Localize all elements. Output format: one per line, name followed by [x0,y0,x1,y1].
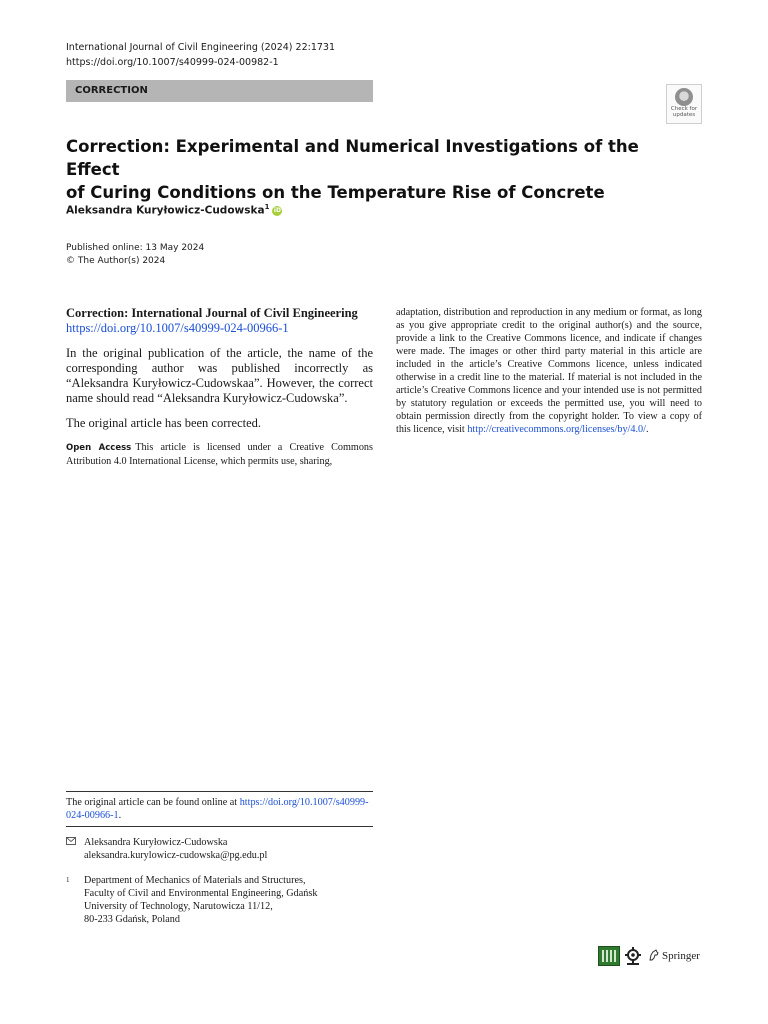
affiliation-line-2: Faculty of Civil and Environmental Engineering, Gdańsk [84,888,318,899]
licence-end: . [645,424,649,435]
open-access-statement [66,441,373,468]
envelope-icon [66,837,76,845]
corrected-statement: The original article has been corrected. [66,416,262,430]
gear-logo-icon [624,946,642,966]
corresponding-author [66,836,373,862]
title-line-1: Correction: Experimental and Numerical Investigations of the Effect [66,137,639,179]
corresponding-author-email[interactable]: aleksandra.kurylowicz-cudowska@pg.edu.pl [84,850,268,861]
affiliation-line-4: 80-233 Gdańsk, Poland [84,914,180,925]
original-article-note [66,796,373,822]
licence-link[interactable]: http://creativecommons.org/licenses/by/4.0/ [467,424,646,435]
corresponding-author-name: Aleksandra Kuryłowicz-Cudowska [84,837,228,848]
published-date: Published online: 13 May 2024 [66,243,205,253]
footnote-divider-2 [66,826,373,827]
affiliation-number: 1 [66,876,70,884]
check-for-updates-badge[interactable] [666,84,702,124]
author-name[interactable]: Aleksandra Kuryłowicz-Cudowska [66,204,265,217]
springer-logo [648,949,700,962]
journal-citation: International Journal of Civil Engineering (2024) 22:1731 [66,42,335,53]
affiliation [66,874,373,926]
correction-heading: Correction: International Journal of Civil Engineering [66,306,358,320]
original-article-text: The original article can be found online at [66,797,238,808]
licence-body: adaptation, distribution and reproduction in any medium or format, as long as you give appropriate credit to the original author(s) and the source, provide a link to the Creative Commons licence, and indicate if changes were made. The images or other third party material in this article are included in the article’s Creative Commons licence, unless indicated otherwise in a credit line to the material. If material is not included in the article’s Creative Commons licence and your intended use is not permitted by statutory regulation or exceeds the permitted use, you will need to obtain permission directly from the copyright holder. To view a copy of this licence, visit [396,307,702,435]
author-affiliation-marker: 1 [264,203,270,211]
affiliation-line-3: University of Technology, Narutowicza 11/12, [84,901,273,912]
publication-info [66,242,204,268]
right-column [396,306,702,436]
springer-horse-icon [648,949,660,961]
check-updates-icon [675,88,693,106]
check-updates-line2: updates [672,112,696,118]
original-article-end: . [118,810,122,821]
correction-doi-link[interactable]: https://doi.org/10.1007/s40999-024-00966-1 [66,321,289,335]
society-logo-icon [598,946,620,966]
title-line-2: of Curing Conditions on the Temperature Rise of Concrete [66,183,605,202]
open-access-label: Open Access [66,443,132,453]
left-column [66,306,373,468]
original-article-link[interactable]: https://doi.org/10.1007/s40999-024-00966-1 [66,797,369,821]
correction-paragraph: In the original publication of the article, the name of the corresponding author was published incorrectly as “Aleksandra Kuryłowicz-Cudowskaa”. However, the correct name should read “Aleksandra Kuryłowicz-Cudowska”. [66,346,373,405]
affiliation-line-1: Department of Mechanics of Materials and Structures, [84,875,306,886]
footnote-divider [66,791,373,792]
licence-text [396,306,702,436]
article-title [66,135,686,204]
copyright: © The Author(s) 2024 [66,256,166,266]
journal-header [66,40,335,70]
article-type-banner: CORRECTION [66,80,373,102]
open-access-text: This article is licensed under a Creative Commons Attribution 4.0 International License, which permits use, sharing, [66,442,373,467]
orcid-icon[interactable]: iD [273,206,281,214]
publisher-name: Springer [662,950,700,962]
check-updates-line1: Check for [670,106,698,112]
article-doi[interactable]: https://doi.org/10.1007/s40999-024-00982-1 [66,57,279,68]
author-line [66,203,282,217]
